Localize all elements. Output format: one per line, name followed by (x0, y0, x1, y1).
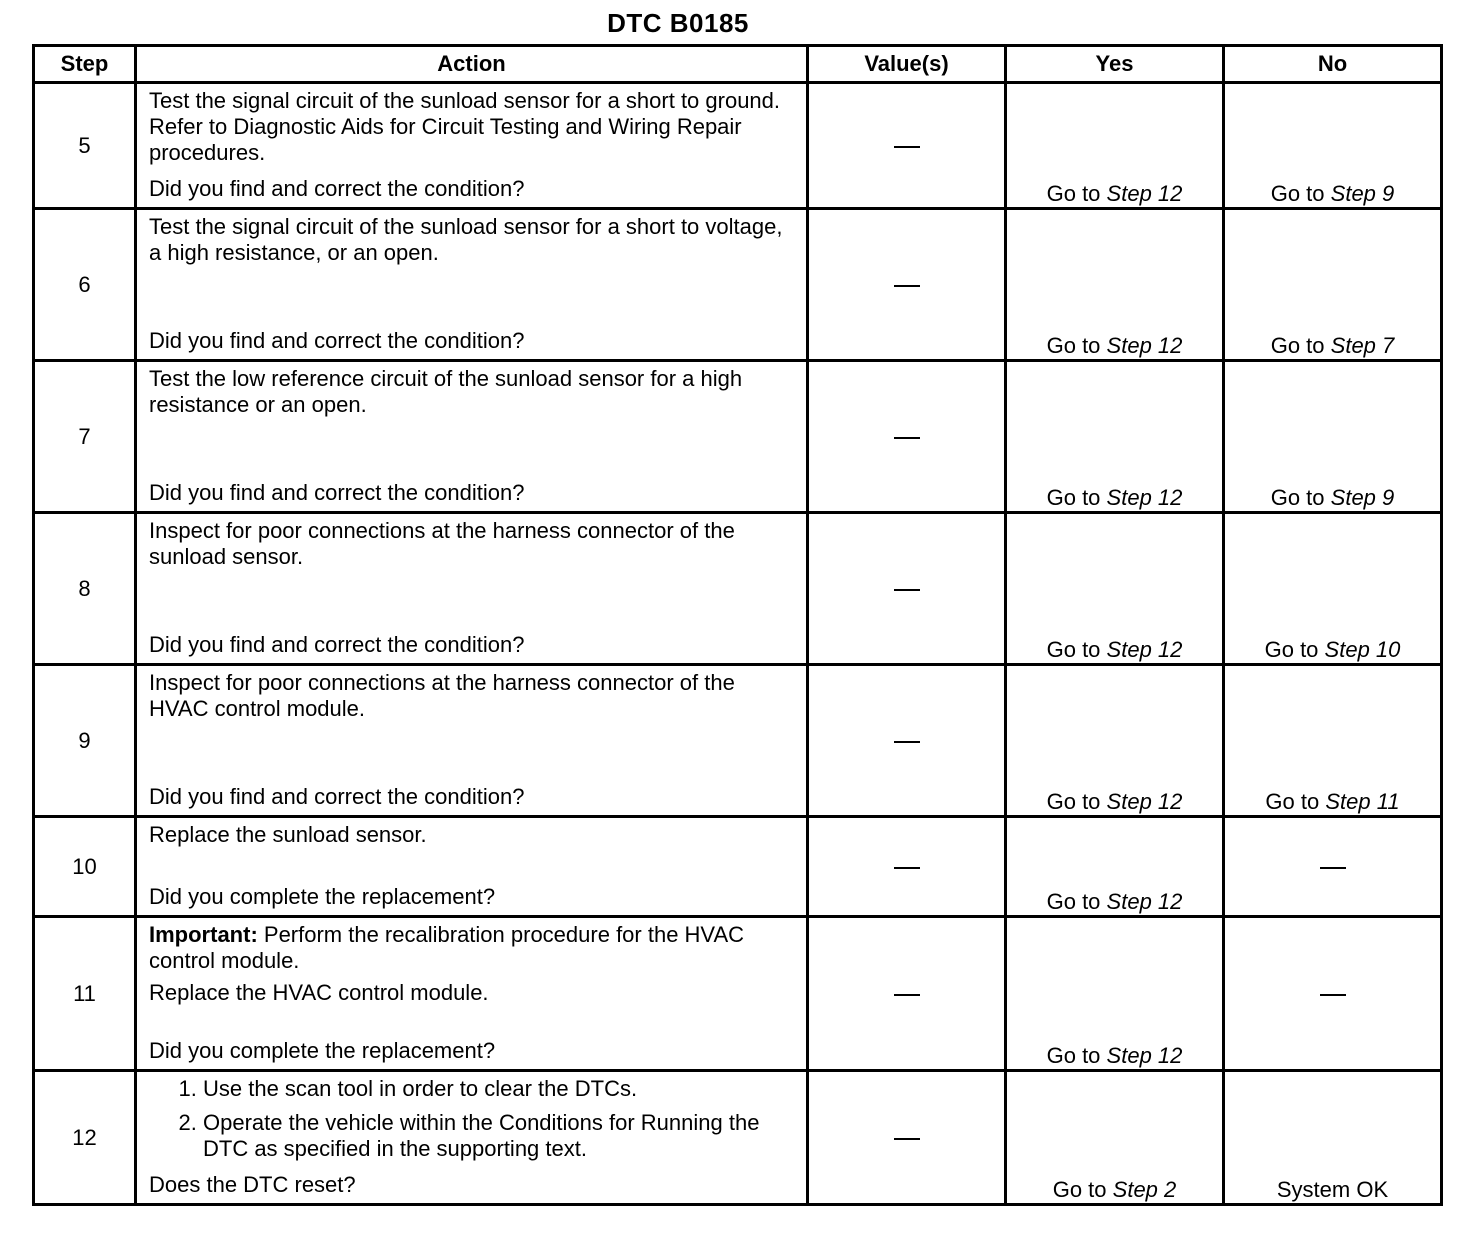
action-cell (136, 817, 808, 917)
dtc-table (32, 44, 1443, 1206)
action-cell (136, 361, 808, 513)
value-cell (808, 513, 1006, 665)
action-question: Did you complete the replacement? (149, 884, 496, 909)
yes-cell (1006, 209, 1224, 361)
no-step-link: Step 9 (1330, 485, 1395, 510)
no-cell (1224, 209, 1442, 361)
dash-mark (894, 867, 920, 869)
step-number: 5 (34, 83, 136, 209)
no-step-link: Step 10 (1324, 637, 1401, 662)
yes-goto-label: Go to (1052, 1177, 1107, 1202)
yes-goto-label: Go to (1046, 789, 1101, 814)
action-text: Test the signal circuit of the sunload sensor for a short to ground. Refer to Diagnostic Aids for Circuit Testing and Wiring Repair procedures. (149, 88, 781, 165)
yes-step-link: Step 12 (1106, 333, 1183, 358)
action-list (137, 1076, 798, 1162)
action-question: Did you find and correct the condition? (149, 784, 525, 809)
dash-mark (1320, 867, 1346, 869)
no-step-link: Step 7 (1330, 333, 1395, 358)
important-text: Perform the recalibration procedure for the HVAC control module. (149, 922, 745, 973)
no-cell: System OK (1224, 1071, 1442, 1205)
yes-step-link: Step 12 (1106, 637, 1183, 662)
value-cell (808, 817, 1006, 917)
value-cell (808, 361, 1006, 513)
action-question: Did you find and correct the condition? (149, 176, 525, 201)
action-text: Test the signal circuit of the sunload sensor for a short to voltage, a high resistance, or an open. (149, 214, 783, 265)
action-cell (136, 665, 808, 817)
header-values: Value(s) (808, 46, 1006, 83)
no-goto-label: Go to (1264, 637, 1319, 662)
action-question: Did you find and correct the condition? (149, 632, 525, 657)
step-number: 12 (34, 1071, 136, 1205)
yes-cell (1006, 665, 1224, 817)
action-question: Did you complete the replacement? (149, 1038, 496, 1063)
list-item: 1. Use the scan tool in order to clear the DTCs. (203, 1076, 798, 1102)
no-goto-label: Go to (1265, 789, 1320, 814)
action-text: Replace the HVAC control module. (149, 980, 489, 1005)
dash-mark (1320, 994, 1346, 996)
no-cell (1224, 817, 1442, 917)
step-number: 11 (34, 917, 136, 1071)
action-cell (136, 513, 808, 665)
no-cell (1224, 83, 1442, 209)
action-list-wrap (137, 1072, 806, 1162)
table-row (34, 83, 1442, 209)
action-question: Does the DTC reset? (149, 1172, 356, 1197)
value-cell (808, 665, 1006, 817)
no-cell (1224, 917, 1442, 1071)
no-step-link: Step 11 (1325, 789, 1400, 814)
yes-cell (1006, 83, 1224, 209)
page-title: DTC B0185 (607, 8, 749, 38)
no-cell (1224, 513, 1442, 665)
header-row (34, 46, 1442, 83)
header-yes: Yes (1006, 46, 1224, 83)
yes-cell (1006, 917, 1224, 1071)
dash-mark (894, 741, 920, 743)
action-cell (136, 1071, 808, 1205)
header-action: Action (136, 46, 808, 83)
list-item: 2. Operate the vehicle within the Conditions for Running the DTC as specified in the supporting text. (203, 1110, 798, 1162)
yes-cell (1006, 513, 1224, 665)
action-cell (136, 209, 808, 361)
table-row (34, 361, 1442, 513)
dash-mark (894, 146, 920, 148)
yes-cell (1006, 1071, 1224, 1205)
dash-mark (894, 437, 920, 439)
yes-step-link: Step 12 (1106, 789, 1183, 814)
important-label: Important: (149, 922, 258, 947)
table-row (34, 917, 1442, 1071)
action-text: Inspect for poor connections at the harness connector of the sunload sensor. (149, 518, 735, 569)
value-cell (808, 83, 1006, 209)
action-question: Did you find and correct the condition? (149, 480, 525, 505)
dash-mark (894, 1138, 920, 1140)
step-number: 6 (34, 209, 136, 361)
table-row (34, 665, 1442, 817)
dash-mark (894, 589, 920, 591)
yes-step-link: Step 12 (1106, 181, 1183, 206)
dash-mark (894, 994, 920, 996)
table-row (34, 817, 1442, 917)
action-text: Replace the sunload sensor. (149, 822, 427, 847)
table-row (34, 1071, 1442, 1205)
header-no: No (1224, 46, 1442, 83)
value-cell (808, 1071, 1006, 1205)
step-number: 7 (34, 361, 136, 513)
no-goto-label: Go to (1270, 181, 1325, 206)
no-goto-label: Go to (1270, 333, 1325, 358)
no-cell (1224, 665, 1442, 817)
yes-cell (1006, 361, 1224, 513)
yes-step-link: Step 12 (1106, 889, 1183, 914)
value-cell (808, 917, 1006, 1071)
yes-step-link: Step 12 (1106, 1043, 1183, 1068)
step-number: 9 (34, 665, 136, 817)
action-text: Inspect for poor connections at the harness connector of the HVAC control module. (149, 670, 735, 721)
step-number: 10 (34, 817, 136, 917)
yes-goto-label: Go to (1046, 889, 1101, 914)
yes-step-link: Step 2 (1112, 1177, 1177, 1202)
header-step: Step (34, 46, 136, 83)
step-number: 8 (34, 513, 136, 665)
important-note (137, 918, 806, 974)
dash-mark (894, 285, 920, 287)
no-goto-label: Go to (1270, 485, 1325, 510)
value-cell (808, 209, 1006, 361)
yes-goto-label: Go to (1046, 485, 1101, 510)
action-cell (136, 917, 808, 1071)
no-cell (1224, 361, 1442, 513)
no-step-link: Step 9 (1330, 181, 1395, 206)
table-row (34, 513, 1442, 665)
yes-goto-label: Go to (1046, 181, 1101, 206)
action-cell (136, 83, 808, 209)
yes-goto-label: Go to (1046, 333, 1101, 358)
table-row (34, 209, 1442, 361)
yes-cell (1006, 817, 1224, 917)
yes-step-link: Step 12 (1106, 485, 1183, 510)
action-text: Test the low reference circuit of the sunload sensor for a high resistance or an open. (149, 366, 743, 417)
action-question: Did you find and correct the condition? (149, 328, 525, 353)
yes-goto-label: Go to (1046, 637, 1101, 662)
yes-goto-label: Go to (1046, 1043, 1101, 1068)
